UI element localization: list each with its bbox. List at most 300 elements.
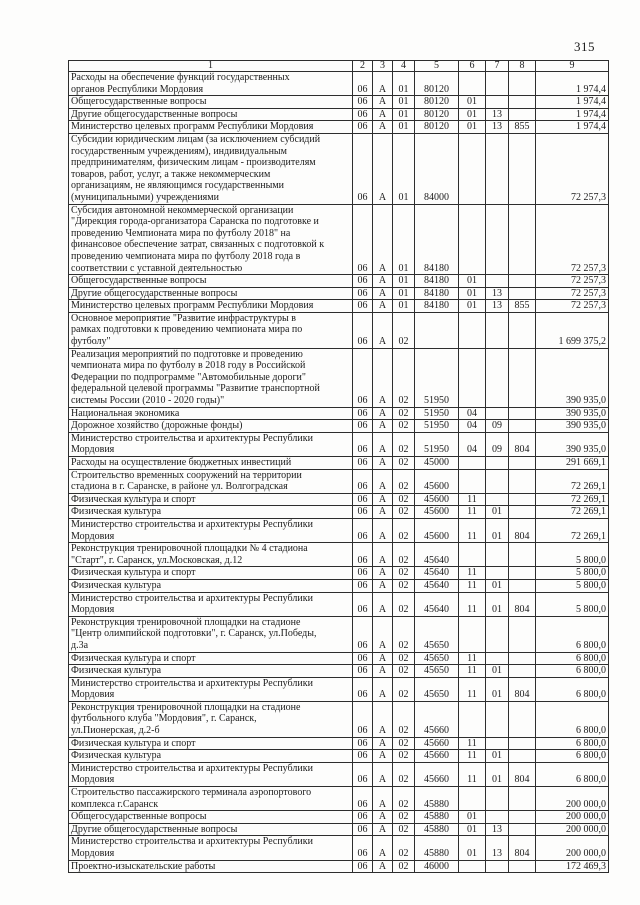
row-code-col7: 09 bbox=[486, 432, 509, 456]
column-header-9: 9 bbox=[536, 61, 609, 72]
row-code-col2: 06 bbox=[353, 665, 373, 678]
row-amount: 1 974,4 bbox=[536, 108, 609, 121]
row-code-col7 bbox=[486, 469, 509, 493]
row-code-col3: А bbox=[373, 312, 393, 348]
row-code-col2: 06 bbox=[353, 312, 373, 348]
row-code-col2: 06 bbox=[353, 836, 373, 860]
row-amount: 6 800,0 bbox=[536, 652, 609, 665]
row-description: Проектно-изыскательские работы bbox=[69, 860, 353, 873]
row-code-col3: А bbox=[373, 432, 393, 456]
row-description: Реконструкция тренировочной площадки на стадионе "Центр олимпийской подготовки", г. Саранск, ул.Победы, д.3а bbox=[69, 616, 353, 652]
table-row bbox=[69, 506, 609, 519]
row-code-col7 bbox=[486, 133, 509, 204]
row-amount: 72 269,1 bbox=[536, 493, 609, 506]
row-code-col5: 45880 bbox=[415, 836, 459, 860]
row-code-col7: 13 bbox=[486, 823, 509, 836]
row-description: Расходы на осуществление бюджетных инвестиций bbox=[69, 457, 353, 470]
table-row bbox=[69, 493, 609, 506]
row-code-col5: 45600 bbox=[415, 518, 459, 542]
table-row bbox=[69, 275, 609, 288]
row-code-col7 bbox=[486, 96, 509, 109]
row-code-col6: 11 bbox=[459, 677, 486, 701]
row-description: Общегосударственные вопросы bbox=[69, 96, 353, 109]
row-code-col2: 06 bbox=[353, 701, 373, 737]
row-description: Физическая культура и спорт bbox=[69, 567, 353, 580]
row-code-col7 bbox=[486, 407, 509, 420]
row-code-col2: 06 bbox=[353, 677, 373, 701]
table-row bbox=[69, 348, 609, 407]
row-code-col5: 84180 bbox=[415, 204, 459, 275]
row-code-col6: 11 bbox=[459, 665, 486, 678]
row-code-col7 bbox=[486, 493, 509, 506]
row-code-col5: 45600 bbox=[415, 469, 459, 493]
row-amount: 200 000,0 bbox=[536, 787, 609, 811]
row-description: Субсидия автономной некоммерческой организации "Дирекция города-организатора Саранска по подготовке и проведению Чемпионата мира по футболу 2018" на финансовое обеспечение затрат, связанных с подготовкой к проведению чемпионата мира по футболу 2018 года в соответствии с уставной деятельностью bbox=[69, 204, 353, 275]
row-amount: 5 800,0 bbox=[536, 543, 609, 567]
column-header-1: 1 bbox=[69, 61, 353, 72]
row-code-col6: 11 bbox=[459, 592, 486, 616]
row-code-col4: 01 bbox=[393, 121, 415, 134]
header-row bbox=[69, 61, 609, 72]
row-code-col6: 11 bbox=[459, 762, 486, 786]
table-row bbox=[69, 72, 609, 96]
row-code-col4: 02 bbox=[393, 762, 415, 786]
row-code-col6 bbox=[459, 348, 486, 407]
row-code-col3: А bbox=[373, 121, 393, 134]
row-code-col2: 06 bbox=[353, 300, 373, 313]
row-code-col7: 13 bbox=[486, 300, 509, 313]
row-description: Реконструкция тренировочной площадки на стадионе футбольного клуба "Мордовия", г. Саранск, ул.Пионерская, д.2-б bbox=[69, 701, 353, 737]
row-description: Министерство строительства и архитектуры Республики Мордовия bbox=[69, 762, 353, 786]
row-amount: 72 257,3 bbox=[536, 204, 609, 275]
row-code-col8 bbox=[509, 275, 536, 288]
row-code-col5: 80120 bbox=[415, 121, 459, 134]
row-code-col5: 45640 bbox=[415, 579, 459, 592]
table-row bbox=[69, 567, 609, 580]
row-code-col5: 45660 bbox=[415, 762, 459, 786]
row-code-col6: 01 bbox=[459, 823, 486, 836]
row-code-col4: 02 bbox=[393, 836, 415, 860]
row-code-col5: 45600 bbox=[415, 506, 459, 519]
row-code-col7 bbox=[486, 457, 509, 470]
row-code-col4: 02 bbox=[393, 493, 415, 506]
row-code-col6: 01 bbox=[459, 121, 486, 134]
row-description: Министерство целевых программ Республики Мордовия bbox=[69, 121, 353, 134]
row-code-col3: А bbox=[373, 762, 393, 786]
row-code-col6: 01 bbox=[459, 300, 486, 313]
row-code-col5: 45880 bbox=[415, 823, 459, 836]
row-code-col5: 51950 bbox=[415, 407, 459, 420]
row-code-col5: 45650 bbox=[415, 677, 459, 701]
row-code-col8 bbox=[509, 701, 536, 737]
row-description: Строительство временных сооружений на территории стадиона в г. Саранске, в районе ул. Волгоградская bbox=[69, 469, 353, 493]
row-description: Министерство целевых программ Республики Мордовия bbox=[69, 300, 353, 313]
table-header bbox=[69, 61, 609, 72]
row-code-col8 bbox=[509, 543, 536, 567]
row-code-col6 bbox=[459, 204, 486, 275]
column-header-2: 2 bbox=[353, 61, 373, 72]
row-code-col7: 01 bbox=[486, 762, 509, 786]
table-row bbox=[69, 811, 609, 824]
row-amount: 72 257,3 bbox=[536, 275, 609, 288]
row-code-col7 bbox=[486, 701, 509, 737]
row-code-col8: 804 bbox=[509, 677, 536, 701]
row-code-col4: 02 bbox=[393, 506, 415, 519]
row-amount: 6 800,0 bbox=[536, 750, 609, 763]
row-code-col7 bbox=[486, 737, 509, 750]
row-code-col8 bbox=[509, 787, 536, 811]
budget-table bbox=[68, 60, 609, 873]
row-code-col3: А bbox=[373, 275, 393, 288]
row-code-col5: 46000 bbox=[415, 860, 459, 873]
row-code-col5: 51950 bbox=[415, 348, 459, 407]
row-code-col2: 06 bbox=[353, 543, 373, 567]
table-row bbox=[69, 737, 609, 750]
row-code-col6: 01 bbox=[459, 811, 486, 824]
row-code-col8: 804 bbox=[509, 836, 536, 860]
row-code-col7: 01 bbox=[486, 665, 509, 678]
row-code-col6: 01 bbox=[459, 287, 486, 300]
row-code-col3: А bbox=[373, 72, 393, 96]
row-code-col8: 855 bbox=[509, 121, 536, 134]
row-code-col5: 84180 bbox=[415, 287, 459, 300]
row-code-col5: 45650 bbox=[415, 665, 459, 678]
row-code-col2: 06 bbox=[353, 72, 373, 96]
row-description: Физическая культура bbox=[69, 506, 353, 519]
row-amount: 1 974,4 bbox=[536, 96, 609, 109]
row-description: Министерство строительства и архитектуры Республики Мордовия bbox=[69, 518, 353, 542]
row-code-col5: 84000 bbox=[415, 133, 459, 204]
row-description: Реализация мероприятий по подготовке и проведению чемпионата мира по футболу в 2018 году в Российской Федерации по подпрограмме "Автомобильные дороги" федеральной целевой программы "Развитие транспортной системы России (2010 - 2020 годы)" bbox=[69, 348, 353, 407]
row-code-col7: 09 bbox=[486, 420, 509, 433]
row-code-col5: 51950 bbox=[415, 420, 459, 433]
row-code-col2: 06 bbox=[353, 823, 373, 836]
table-row bbox=[69, 787, 609, 811]
row-code-col4: 01 bbox=[393, 96, 415, 109]
row-code-col3: А bbox=[373, 677, 393, 701]
row-code-col3: А bbox=[373, 493, 393, 506]
row-code-col6 bbox=[459, 860, 486, 873]
row-code-col2: 06 bbox=[353, 287, 373, 300]
row-code-col8: 804 bbox=[509, 592, 536, 616]
row-code-col5: 45640 bbox=[415, 567, 459, 580]
row-description: Строительство пассажирского терминала аэропортового комплекса г.Саранск bbox=[69, 787, 353, 811]
row-code-col8 bbox=[509, 750, 536, 763]
table-row bbox=[69, 579, 609, 592]
row-code-col4: 02 bbox=[393, 677, 415, 701]
row-code-col2: 06 bbox=[353, 762, 373, 786]
row-code-col8: 804 bbox=[509, 432, 536, 456]
row-code-col3: А bbox=[373, 348, 393, 407]
table-body bbox=[69, 72, 609, 873]
row-code-col4: 01 bbox=[393, 72, 415, 96]
row-amount: 1 974,4 bbox=[536, 121, 609, 134]
row-code-col5: 45660 bbox=[415, 750, 459, 763]
row-code-col7 bbox=[486, 616, 509, 652]
row-code-col4: 02 bbox=[393, 567, 415, 580]
row-code-col8 bbox=[509, 737, 536, 750]
row-description: Физическая культура bbox=[69, 750, 353, 763]
row-code-col3: А bbox=[373, 737, 393, 750]
row-code-col4: 02 bbox=[393, 701, 415, 737]
row-code-col5: 45880 bbox=[415, 787, 459, 811]
row-code-col3: А bbox=[373, 579, 393, 592]
table-row bbox=[69, 518, 609, 542]
row-code-col3: А bbox=[373, 616, 393, 652]
row-code-col5: 84180 bbox=[415, 300, 459, 313]
column-header-5: 5 bbox=[415, 61, 459, 72]
row-code-col8 bbox=[509, 567, 536, 580]
row-code-col8 bbox=[509, 506, 536, 519]
row-code-col7: 01 bbox=[486, 750, 509, 763]
row-code-col4: 02 bbox=[393, 652, 415, 665]
row-code-col4: 02 bbox=[393, 750, 415, 763]
row-code-col6: 11 bbox=[459, 579, 486, 592]
row-amount: 6 800,0 bbox=[536, 762, 609, 786]
row-code-col2: 06 bbox=[353, 616, 373, 652]
column-header-6: 6 bbox=[459, 61, 486, 72]
table-row bbox=[69, 652, 609, 665]
row-amount: 72 269,1 bbox=[536, 506, 609, 519]
row-code-col5: 80120 bbox=[415, 96, 459, 109]
row-amount: 291 669,1 bbox=[536, 457, 609, 470]
table-row bbox=[69, 407, 609, 420]
row-code-col6: 01 bbox=[459, 275, 486, 288]
row-code-col4: 02 bbox=[393, 348, 415, 407]
row-code-col3: А bbox=[373, 701, 393, 737]
table-row bbox=[69, 420, 609, 433]
row-code-col3: А bbox=[373, 567, 393, 580]
row-code-col6: 11 bbox=[459, 506, 486, 519]
row-code-col4: 01 bbox=[393, 275, 415, 288]
row-code-col8 bbox=[509, 348, 536, 407]
row-code-col4: 01 bbox=[393, 133, 415, 204]
row-code-col4: 02 bbox=[393, 823, 415, 836]
row-code-col3: А bbox=[373, 287, 393, 300]
row-code-col7 bbox=[486, 543, 509, 567]
row-code-col8: 804 bbox=[509, 762, 536, 786]
row-amount: 5 800,0 bbox=[536, 592, 609, 616]
row-description: Физическая культура bbox=[69, 665, 353, 678]
row-code-col4: 02 bbox=[393, 420, 415, 433]
row-code-col6: 01 bbox=[459, 96, 486, 109]
row-code-col2: 06 bbox=[353, 348, 373, 407]
row-code-col3: А bbox=[373, 407, 393, 420]
row-code-col8 bbox=[509, 811, 536, 824]
row-code-col5: 80120 bbox=[415, 72, 459, 96]
row-description: Другие общегосударственные вопросы bbox=[69, 108, 353, 121]
row-code-col2: 06 bbox=[353, 121, 373, 134]
row-code-col4: 02 bbox=[393, 457, 415, 470]
row-code-col3: А bbox=[373, 543, 393, 567]
row-code-col7: 01 bbox=[486, 579, 509, 592]
table-row bbox=[69, 469, 609, 493]
row-code-col3: А bbox=[373, 592, 393, 616]
row-code-col2: 06 bbox=[353, 108, 373, 121]
row-amount: 200 000,0 bbox=[536, 823, 609, 836]
row-amount: 1 974,4 bbox=[536, 72, 609, 96]
row-code-col6: 01 bbox=[459, 836, 486, 860]
table-row bbox=[69, 592, 609, 616]
column-header-4: 4 bbox=[393, 61, 415, 72]
table-row bbox=[69, 133, 609, 204]
row-code-col6: 11 bbox=[459, 750, 486, 763]
row-amount: 200 000,0 bbox=[536, 811, 609, 824]
row-code-col2: 06 bbox=[353, 506, 373, 519]
row-code-col2: 06 bbox=[353, 737, 373, 750]
row-code-col2: 06 bbox=[353, 275, 373, 288]
row-code-col7 bbox=[486, 860, 509, 873]
row-code-col4: 02 bbox=[393, 518, 415, 542]
table-row bbox=[69, 543, 609, 567]
row-code-col4: 02 bbox=[393, 579, 415, 592]
row-code-col6 bbox=[459, 787, 486, 811]
row-description: Министерство строительства и архитектуры Республики Мордовия bbox=[69, 677, 353, 701]
row-code-col4: 02 bbox=[393, 665, 415, 678]
row-description: Национальная экономика bbox=[69, 407, 353, 420]
table-row bbox=[69, 616, 609, 652]
row-code-col3: А bbox=[373, 860, 393, 873]
row-code-col7: 13 bbox=[486, 836, 509, 860]
row-description: Министерство строительства и архитектуры Республики Мордовия bbox=[69, 836, 353, 860]
row-code-col3: А bbox=[373, 750, 393, 763]
row-code-col4: 02 bbox=[393, 432, 415, 456]
row-code-col4: 02 bbox=[393, 312, 415, 348]
row-code-col7 bbox=[486, 275, 509, 288]
row-code-col3: А bbox=[373, 420, 393, 433]
row-code-col5 bbox=[415, 312, 459, 348]
table-row bbox=[69, 677, 609, 701]
table-row bbox=[69, 750, 609, 763]
table-row bbox=[69, 287, 609, 300]
row-code-col8 bbox=[509, 823, 536, 836]
row-code-col4: 02 bbox=[393, 787, 415, 811]
row-code-col6 bbox=[459, 469, 486, 493]
row-code-col3: А bbox=[373, 787, 393, 811]
row-code-col2: 06 bbox=[353, 432, 373, 456]
row-code-col6 bbox=[459, 457, 486, 470]
row-code-col8 bbox=[509, 493, 536, 506]
row-code-col3: А bbox=[373, 457, 393, 470]
column-header-3: 3 bbox=[373, 61, 393, 72]
row-description: Общегосударственные вопросы bbox=[69, 811, 353, 824]
row-code-col6 bbox=[459, 543, 486, 567]
row-code-col3: А bbox=[373, 300, 393, 313]
row-code-col3: А bbox=[373, 506, 393, 519]
row-code-col2: 06 bbox=[353, 652, 373, 665]
row-amount: 72 257,3 bbox=[536, 287, 609, 300]
row-code-col3: А bbox=[373, 665, 393, 678]
row-code-col5: 45650 bbox=[415, 652, 459, 665]
row-code-col6: 11 bbox=[459, 518, 486, 542]
row-code-col6 bbox=[459, 133, 486, 204]
row-amount: 72 269,1 bbox=[536, 469, 609, 493]
row-amount: 390 935,0 bbox=[536, 432, 609, 456]
row-code-col8: 804 bbox=[509, 518, 536, 542]
row-code-col7 bbox=[486, 567, 509, 580]
row-amount: 390 935,0 bbox=[536, 348, 609, 407]
row-code-col8 bbox=[509, 133, 536, 204]
row-code-col8 bbox=[509, 665, 536, 678]
row-code-col2: 06 bbox=[353, 579, 373, 592]
row-code-col3: А bbox=[373, 823, 393, 836]
row-code-col3: А bbox=[373, 836, 393, 860]
row-code-col2: 06 bbox=[353, 493, 373, 506]
row-code-col7: 01 bbox=[486, 592, 509, 616]
row-description: Физическая культура и спорт bbox=[69, 493, 353, 506]
row-code-col4: 02 bbox=[393, 543, 415, 567]
row-code-col4: 02 bbox=[393, 407, 415, 420]
row-code-col7 bbox=[486, 348, 509, 407]
table-row bbox=[69, 108, 609, 121]
row-code-col5: 84180 bbox=[415, 275, 459, 288]
row-code-col2: 06 bbox=[353, 592, 373, 616]
row-code-col7 bbox=[486, 72, 509, 96]
row-description: Общегосударственные вопросы bbox=[69, 275, 353, 288]
row-code-col7 bbox=[486, 312, 509, 348]
row-amount: 6 800,0 bbox=[536, 701, 609, 737]
row-description: Реконструкция тренировочной площадки № 4 стадиона "Старт", г. Саранск, ул.Московская, д.12 bbox=[69, 543, 353, 567]
table-row bbox=[69, 300, 609, 313]
row-code-col7 bbox=[486, 204, 509, 275]
row-amount: 172 469,3 bbox=[536, 860, 609, 873]
table-row bbox=[69, 762, 609, 786]
row-code-col4: 02 bbox=[393, 860, 415, 873]
row-code-col5: 45640 bbox=[415, 592, 459, 616]
row-code-col3: А bbox=[373, 811, 393, 824]
row-code-col6 bbox=[459, 616, 486, 652]
row-amount: 6 800,0 bbox=[536, 677, 609, 701]
row-code-col7 bbox=[486, 811, 509, 824]
row-code-col8 bbox=[509, 407, 536, 420]
row-code-col5: 45650 bbox=[415, 616, 459, 652]
row-code-col5: 45660 bbox=[415, 737, 459, 750]
table-row bbox=[69, 701, 609, 737]
page-number: 315 bbox=[574, 39, 595, 54]
row-description: Министерство строительства и архитектуры Республики Мордовия bbox=[69, 592, 353, 616]
row-code-col4: 01 bbox=[393, 108, 415, 121]
row-code-col4: 01 bbox=[393, 287, 415, 300]
row-code-col2: 06 bbox=[353, 567, 373, 580]
row-code-col3: А bbox=[373, 518, 393, 542]
row-amount: 6 800,0 bbox=[536, 616, 609, 652]
row-code-col6: 04 bbox=[459, 432, 486, 456]
row-code-col3: А bbox=[373, 133, 393, 204]
row-code-col2: 06 bbox=[353, 457, 373, 470]
row-code-col8 bbox=[509, 616, 536, 652]
row-description: Дорожное хозяйство (дорожные фонды) bbox=[69, 420, 353, 433]
table-row bbox=[69, 432, 609, 456]
table-row bbox=[69, 860, 609, 873]
row-code-col8 bbox=[509, 860, 536, 873]
row-code-col2: 06 bbox=[353, 811, 373, 824]
row-code-col8 bbox=[509, 204, 536, 275]
row-code-col4: 02 bbox=[393, 469, 415, 493]
table-row bbox=[69, 665, 609, 678]
row-code-col5: 45660 bbox=[415, 701, 459, 737]
row-code-col6 bbox=[459, 72, 486, 96]
row-code-col2: 06 bbox=[353, 750, 373, 763]
row-code-col8 bbox=[509, 579, 536, 592]
row-description: Физическая культура и спорт bbox=[69, 737, 353, 750]
row-amount: 200 000,0 bbox=[536, 836, 609, 860]
row-code-col4: 01 bbox=[393, 204, 415, 275]
table-row bbox=[69, 823, 609, 836]
row-description: Другие общегосударственные вопросы bbox=[69, 823, 353, 836]
row-amount: 6 800,0 bbox=[536, 665, 609, 678]
row-code-col2: 06 bbox=[353, 860, 373, 873]
column-header-7: 7 bbox=[486, 61, 509, 72]
